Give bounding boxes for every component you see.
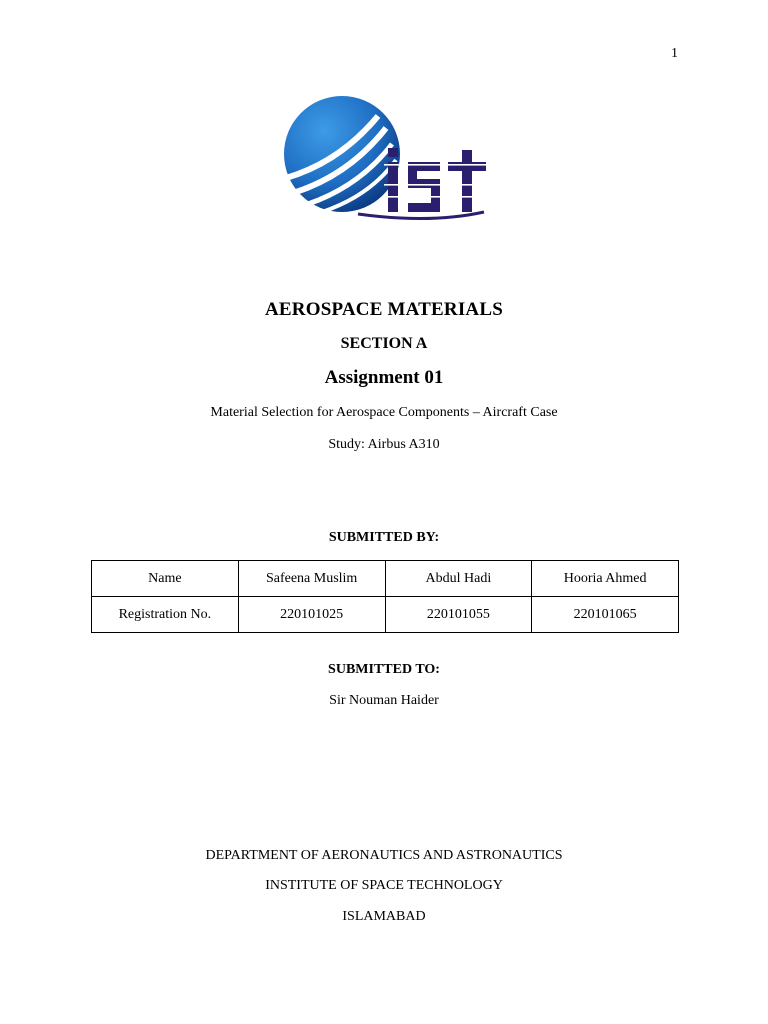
table-cell: Registration No. — [92, 597, 239, 633]
section-label: SECTION A — [340, 335, 428, 352]
table-row — [92, 561, 679, 597]
assignment-subtitle-line1: Material Selection for Aerospace Components – Aircraft Case — [210, 405, 558, 420]
table-cell: Abdul Hadi — [385, 561, 532, 597]
assignment-subtitle-line2: Study: Airbus A310 — [328, 437, 440, 452]
department-name: DEPARTMENT OF AERONAUTICS AND ASTRONAUTICS — [205, 848, 563, 863]
table-cell: Safeena Muslim — [238, 561, 385, 597]
assignment-title: Assignment 01 — [324, 367, 444, 388]
submitted-to-label: SUBMITTED TO: — [328, 662, 440, 677]
page-number: 1 — [671, 46, 678, 61]
table-cell: Hooria Ahmed — [532, 561, 679, 597]
submitted-to-name: Sir Nouman Haider — [329, 693, 439, 708]
table-row — [92, 597, 679, 633]
city-name: ISLAMABAD — [342, 909, 426, 924]
table-cell: 220101055 — [385, 597, 532, 633]
table-cell: 220101025 — [238, 597, 385, 633]
table-cell: 220101065 — [532, 597, 679, 633]
submitted-by-label: SUBMITTED BY: — [328, 530, 440, 545]
ist-logo — [280, 92, 490, 222]
institute-name: INSTITUTE OF SPACE TECHNOLOGY — [265, 878, 503, 893]
table-cell: Name — [92, 561, 239, 597]
members-table — [91, 560, 679, 633]
ist-letters — [388, 148, 486, 212]
course-title: AEROSPACE MATERIALS — [265, 299, 503, 320]
